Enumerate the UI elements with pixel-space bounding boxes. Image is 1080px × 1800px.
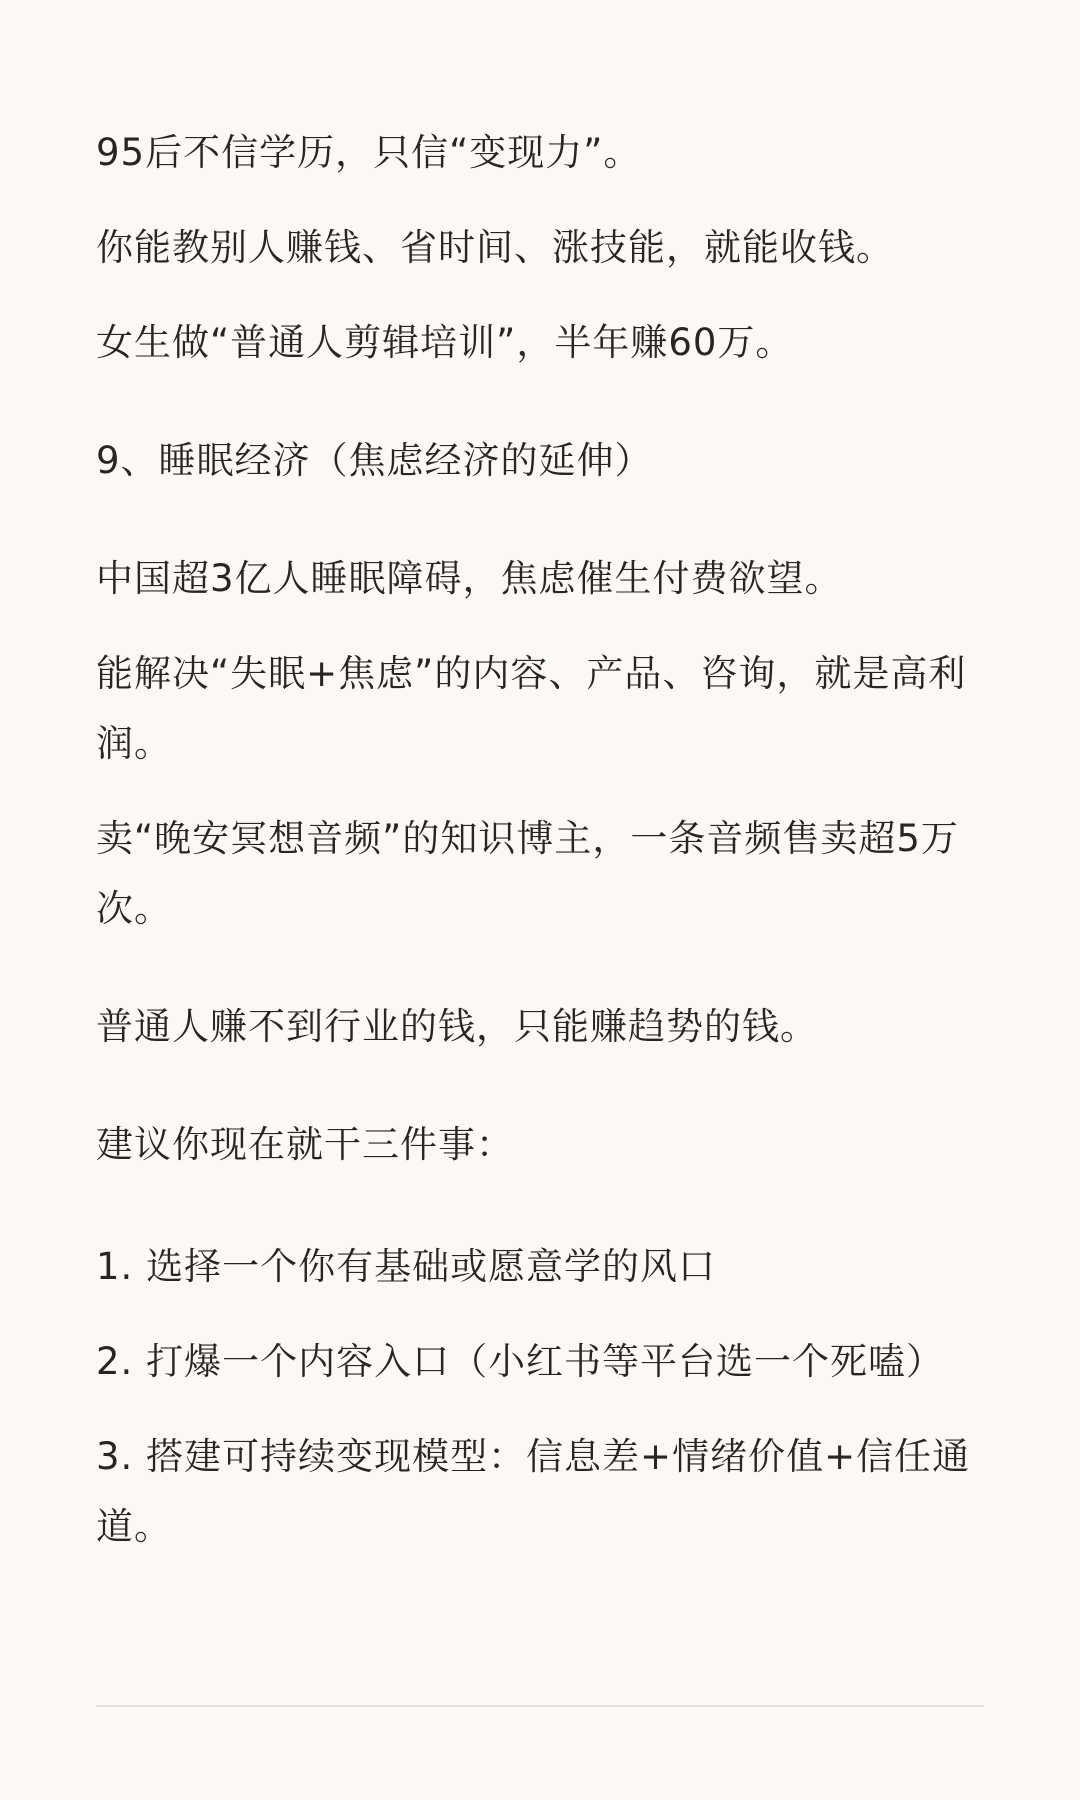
paragraph-1: 95后不信学历，只信“变现力”。 [96,131,642,174]
paragraph-8: 建议你现在就干三件事： [96,1123,514,1166]
list-item-3: 3. 搭建可持续变现模型：信息差+情绪价值+信任通道。 [96,1435,971,1548]
paragraph-6: 卖“晚安冥想音频”的知识博主，一条音频售卖超5万次。 [96,817,959,930]
paragraph-7: 普通人赚不到行业的钱，只能赚趋势的钱。 [96,1005,818,1048]
paragraph-4: 中国超3亿人睡眠障碍，焦虑催生付费欲望。 [96,557,843,600]
section-heading: 9、睡眠经济（焦虑经济的延伸） [96,439,653,482]
list-item-2: 2. 打爆一个内容入口（小红书等平台选一个死嗑） [96,1340,945,1383]
divider [96,1705,984,1707]
article-body [96,118,986,1562]
list-item-1: 1. 选择一个你有基础或愿意学的风口 [96,1245,717,1288]
paragraph-3: 女生做“普通人剪辑培训”，半年赚60万。 [96,321,794,364]
paragraph-2: 你能教别人赚钱、省时间、涨技能，就能收钱。 [96,226,894,269]
paragraph-5: 能解决“失眠+焦虑”的内容、产品、咨询，就是高利润。 [96,652,967,765]
